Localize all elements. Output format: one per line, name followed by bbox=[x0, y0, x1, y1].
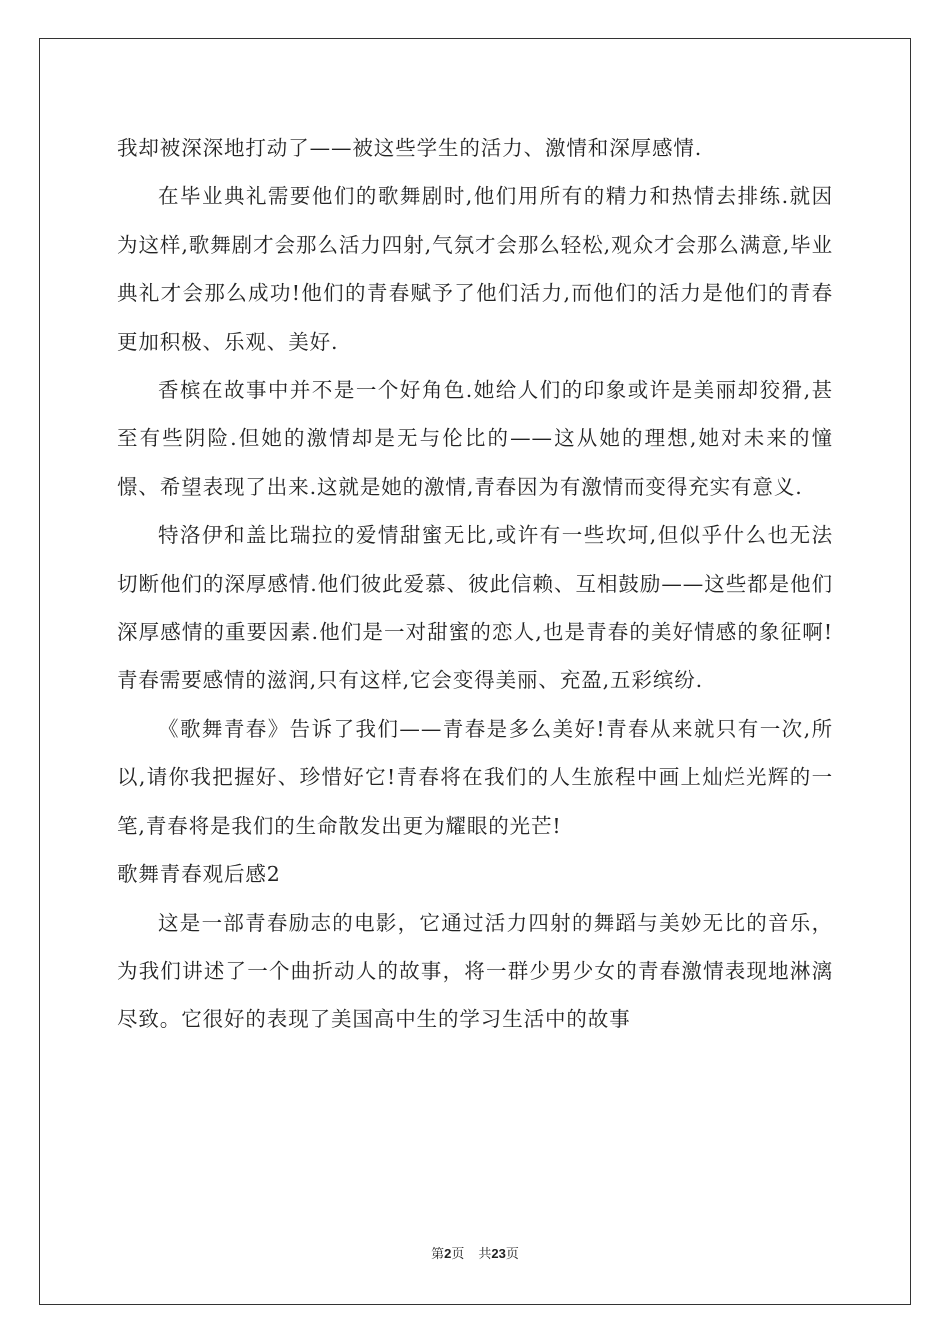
page-prefix: 第 bbox=[431, 1247, 445, 1262]
paragraph-conclusion: 《歌舞青春》告诉了我们——青春是多么美好!青春从来就只有一次,所以,请你我把握好、珍惜好它!青春将在我们的人生旅程中画上灿烂光辉的一笔,青春将是我们的生命散发出更为耀眼的光芒! bbox=[117, 716, 833, 838]
paragraph-continuation: 我却被深深地打动了——被这些学生的活力、激情和深厚感情. bbox=[117, 136, 703, 160]
page-suffix: 页 bbox=[451, 1247, 465, 1262]
total-pages: 23 bbox=[491, 1246, 506, 1261]
paragraph-graduation: 在毕业典礼需要他们的歌舞剧时,他们用所有的精力和热情去排练.就因为这样,歌舞剧才会那么活力四射,气氛才会那么轻松,观众才会那么满意,毕业典礼才会那么成功!他们的青春赋予了他们活力,而他们的活力是他们的青春更加积极、乐观、美好. bbox=[117, 184, 833, 354]
document-body bbox=[117, 124, 833, 1044]
paragraph-intro-2: 这是一部青春励志的电影，它通过活力四射的舞蹈与美妙无比的音乐，为我们讲述了一个曲折动人的故事，将一群少男少女的青春激情表现地淋漓尽致。它很好的表现了美国高中生的学习生活中的故事 bbox=[117, 910, 833, 1032]
paragraph-sharpay: 香槟在故事中并不是一个好角色.她给人们的印象或许是美丽却狡猾,甚至有些阴险.但她的激情却是无与伦比的——这从她的理想,她对未来的憧憬、希望表现了出来.这就是她的激情,青春因为有激情而变得充实有意义. bbox=[117, 378, 833, 499]
page-number: 2 bbox=[444, 1246, 452, 1261]
paragraph-troy-gabriella: 特洛伊和盖比瑞拉的爱情甜蜜无比,或许有一些坎坷,但似乎什么也无法切断他们的深厚感情.他们彼此爱慕、彼此信赖、互相鼓励——这些都是他们深厚感情的重要因素.他们是一对甜蜜的恋人,也是青春的美好情感的象征啊!青春需要感情的滋润,只有这样,它会变得美丽、充盈,五彩缤纷. bbox=[117, 523, 833, 693]
total-suffix: 页 bbox=[505, 1247, 519, 1262]
total-prefix: 共 bbox=[478, 1247, 492, 1262]
section-heading: 歌舞青春观后感2 bbox=[117, 862, 281, 887]
page-footer bbox=[0, 1243, 950, 1262]
